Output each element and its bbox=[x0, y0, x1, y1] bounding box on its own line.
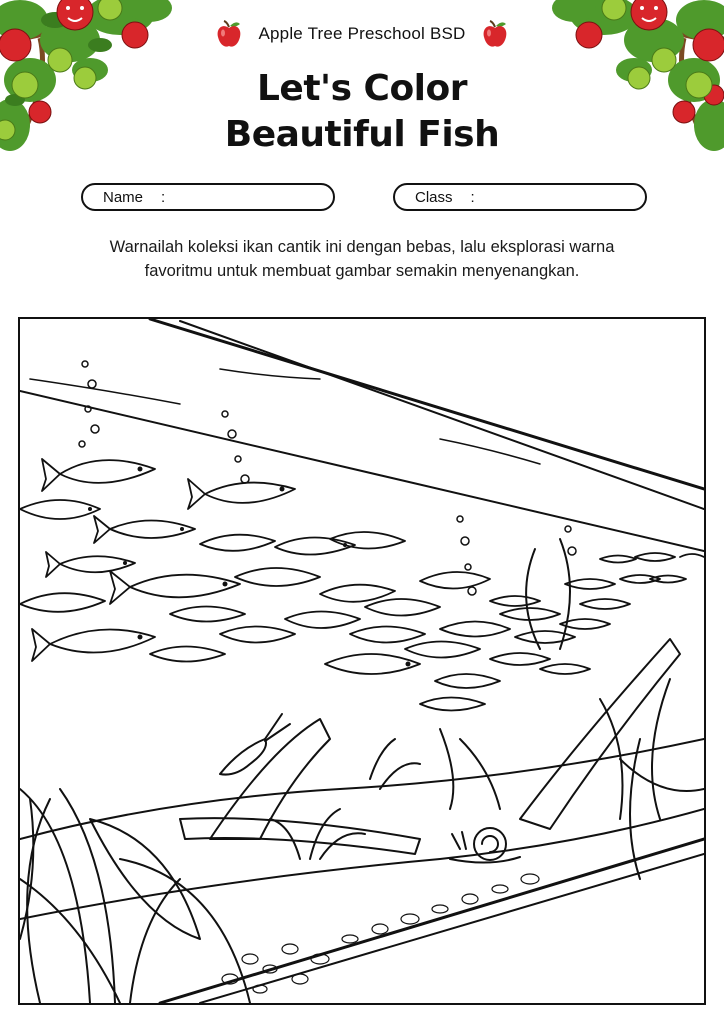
coloring-frame bbox=[18, 317, 706, 1005]
name-separator: : bbox=[161, 188, 166, 206]
school-name: Apple Tree Preschool BSD bbox=[258, 24, 466, 43]
class-separator: : bbox=[470, 188, 475, 206]
page-title bbox=[0, 66, 724, 158]
title-line-2: Beautiful Fish bbox=[224, 114, 500, 155]
instruction-line-1: Warnailah koleksi ikan cantik ini dengan bebas, lalu eksplorasi warna bbox=[109, 238, 615, 256]
apple-icon bbox=[480, 19, 510, 49]
apple-icon bbox=[214, 19, 244, 49]
class-label: Class bbox=[415, 188, 453, 206]
name-field[interactable] bbox=[81, 183, 335, 211]
class-field[interactable] bbox=[393, 183, 647, 211]
name-label: Name bbox=[103, 188, 144, 206]
school-header bbox=[0, 18, 724, 50]
title-line-1: Let's Color bbox=[256, 68, 468, 109]
instruction-text bbox=[40, 235, 684, 283]
instruction-line-2: favoritmu untuk membuat gambar semakin menyenangkan. bbox=[144, 262, 580, 280]
aquarium-illustration bbox=[20, 319, 704, 1003]
